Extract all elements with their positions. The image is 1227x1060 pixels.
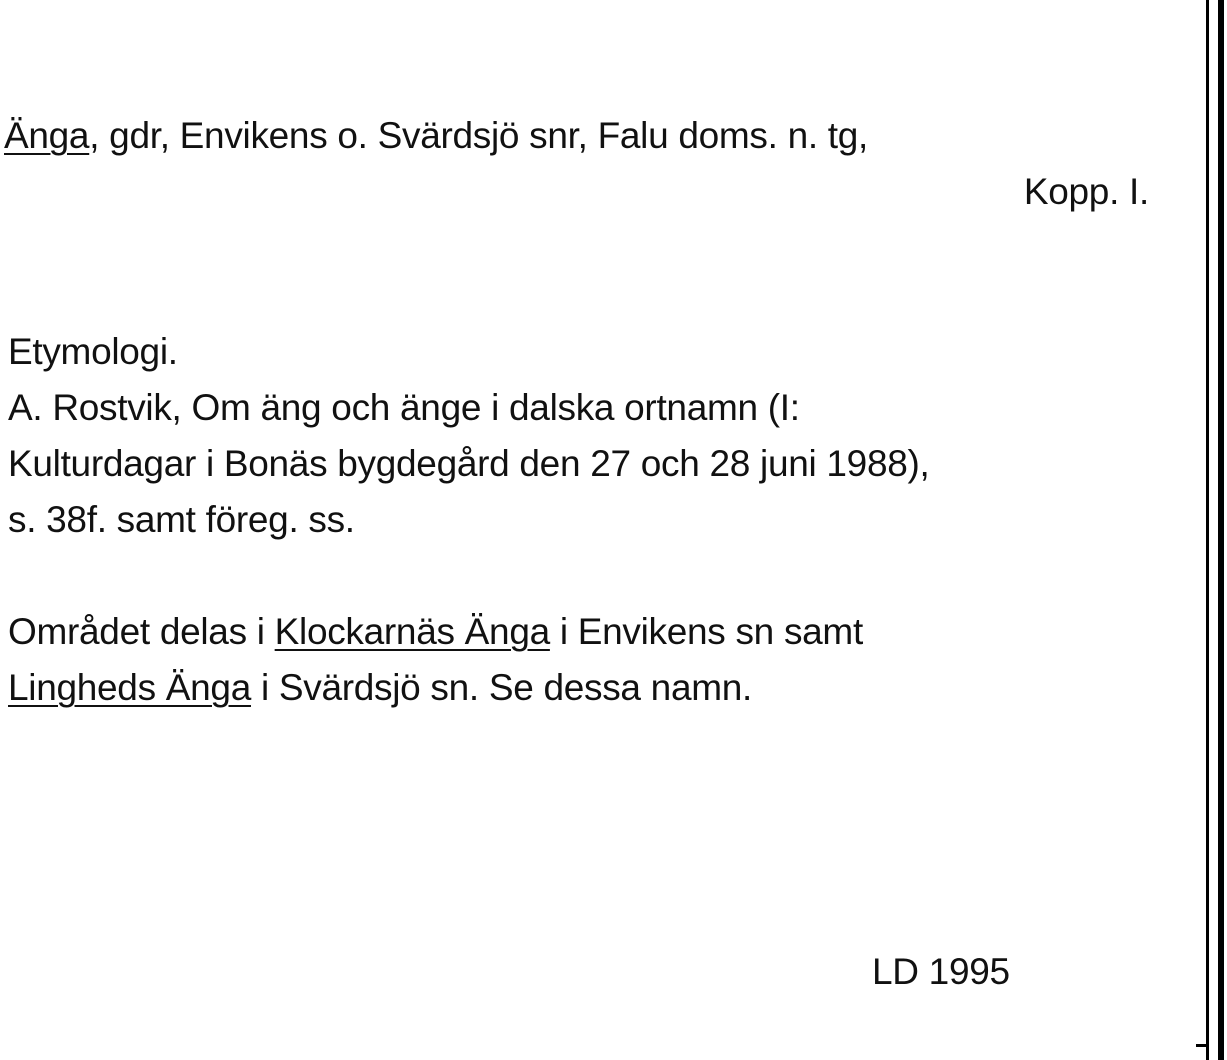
note-text-1: Området delas i bbox=[8, 611, 275, 652]
note-text-2: i Envikens sn samt bbox=[549, 611, 863, 652]
header-line bbox=[4, 114, 868, 158]
etymology-line-3: s. 38f. samt föreg. ss. bbox=[8, 499, 355, 540]
signature: LD 1995 bbox=[872, 951, 1010, 992]
etymology-heading: Etymologi. bbox=[8, 331, 178, 372]
note-line-2 bbox=[8, 666, 752, 710]
card-edge-left bbox=[1206, 0, 1209, 1060]
headword: Änga bbox=[4, 115, 90, 156]
note-line-1 bbox=[8, 610, 863, 654]
etymology-line-1: A. Rostvik, Om äng och änge i dalska ortnamn (I: bbox=[8, 387, 800, 428]
card-corner-mark bbox=[1196, 1044, 1208, 1047]
cross-reference-lingheds: Lingheds Änga bbox=[8, 667, 251, 708]
map-reference: Kopp. I. bbox=[1023, 171, 1149, 212]
note-text-3: i Svärdsjö sn. Se dessa namn. bbox=[250, 667, 753, 708]
header-description: , gdr, Envikens o. Svärdsjö snr, Falu doms. n. tg, bbox=[89, 115, 869, 156]
cross-reference-klockarnas: Klockarnäs Änga bbox=[274, 611, 550, 652]
card-edge-right bbox=[1218, 0, 1224, 1060]
etymology-line-2: Kulturdagar i Bonäs bygdegård den 27 och 28 juni 1988), bbox=[8, 443, 930, 484]
